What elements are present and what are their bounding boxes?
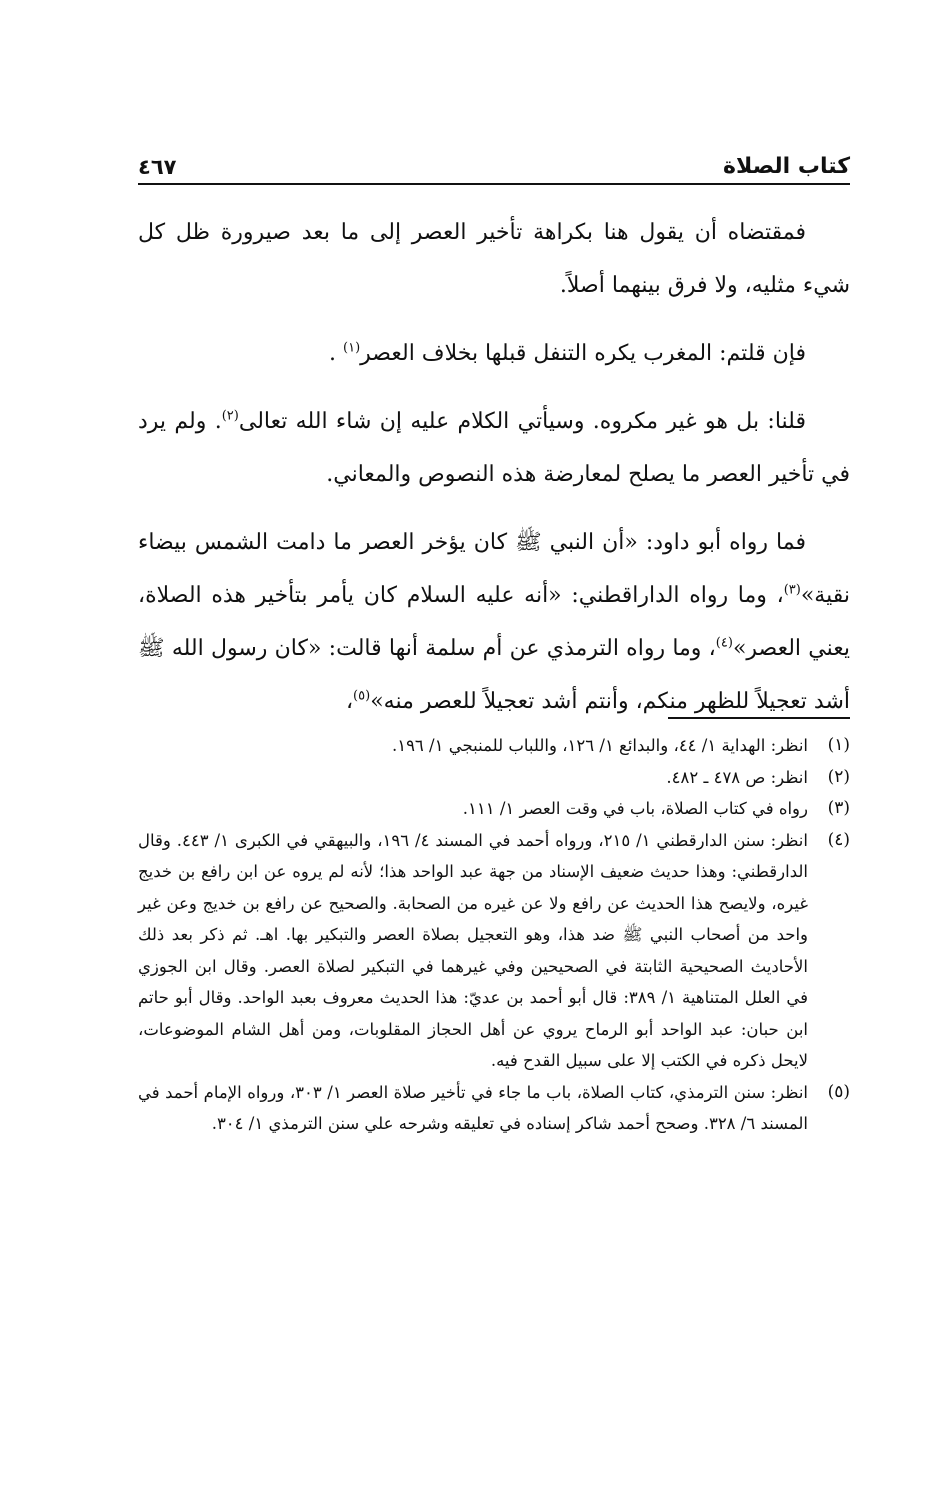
footnote-item	[138, 825, 850, 1077]
footnote-item	[138, 730, 850, 762]
footnote-number: (٥)	[827, 1081, 850, 1102]
paragraph-3: قلنا: بل هو غير مكروه. وسيأتي الكلام عليه إن شاء الله تعالى$^{(٢)}$. ولم يرد في تأخير العصر ما يصلح لمعارضة هذه النصوص والمعاني.	[138, 408, 850, 487]
paragraph-4: فما رواه أبو داود: «أن النبي ﷺ كان يؤخر العصر ما دامت الشمس بيضاء نقية»$^{(٣)}$، وما رواه الداراقطني: «أنه عليه السلام كان يأمر بتأخير هذه الصلاة، يعني العصر»$^{(٤)}$، وما رواه الترمذي عن أم سلمة أنها قالت: «كان رسول الله ﷺ أشد تعجيلاً للظهر منكم، وأنتم أشد تعجيلاً للعصر منه»$^{(٥)}$،	[138, 530, 851, 714]
running-header	[138, 146, 850, 182]
footnote-number: (٤)	[827, 829, 850, 850]
footnotes	[138, 730, 850, 1140]
header-rule	[138, 183, 850, 185]
footnote-ref-2[interactable]: (٢)	[221, 408, 239, 424]
footnote-text: انظر: سنن الترمذي، كتاب الصلاة، باب ما جاء في تأخير صلاة العصر ١/ ٣٠٣، ورواه الإمام أحمد في المسند ٦/ ٣٢٨. وصحح أحمد شاكر إسناده في تعليقه وشرحه علي سنن الترمذي ١/ ٣٠٤.	[138, 1082, 808, 1133]
footnote-number: (٢)	[827, 766, 850, 787]
footnote-text: انظر: ص ٤٧٨ ـ ٤٨٢.	[666, 767, 808, 787]
footnote-number: (١)	[827, 735, 850, 755]
footnote-ref-5[interactable]: (٥)	[353, 688, 371, 704]
footnote-text: رواه في كتاب الصلاة، باب في وقت العصر ١/ ١١١.	[462, 799, 808, 818]
footnote-item	[138, 762, 850, 794]
footnote-item	[138, 1077, 850, 1140]
footnote-ref-3[interactable]: (٣)	[783, 582, 801, 598]
footnote-item	[138, 793, 850, 825]
footnote-ref-4[interactable]: (٤)	[715, 635, 733, 651]
footnote-number: (٣)	[827, 798, 850, 818]
footnote-ref-1[interactable]: (١)	[343, 340, 361, 356]
main-text	[138, 206, 850, 743]
footnote-text: انظر: الهداية ١/ ٤٤، والبدائع ١/ ١٢٦، واللباب للمنبجي ١/ ١٩٦.	[391, 736, 808, 755]
paragraph-1: فمقتضاه أن يقول هنا بكراهة تأخير العصر إلى ما بعد صيرورة ظل كل شيء مثليه، ولا فرق بينهما أصلاً.	[138, 220, 850, 298]
footnote-separator	[668, 717, 850, 719]
paragraph-2: فإن قلتم: المغرب يكره التنفل قبلها بخلاف العصر$^{(١)}$ .	[329, 340, 806, 366]
footnote-text: انظر: سنن الدارقطني ١/ ٢١٥، ورواه أحمد في المسند ٤/ ١٩٦، والبيهقي في الكبرى ١/ ٤٤٣. وقال الدارقطني: وهذا حديث ضعيف الإسناد من جهة عبد الواحد هذا؛ لأنه لم يروه عن ابن رافع بن خديج غيره، ولايصح هذا الحديث عن رافع ولا عن غيره من الصحابة. والصحيح عن رافع بن خديج وعن غير واحد من أصحاب النبي ﷺ ضد هذا، وهو التعجيل بصلاة العصر والتبكير بها. اهـ. ثم ذكر بعد ذلك الأحاديث الصحيحية الثابتة في الصحيحين وفي غيرهما في التبكير لصلاة العصر. وقال ابن الجوزي في العلل المتناهية ١/ ٣٨٩: قال أبو أحمد بن عديّ: هذا الحديث معروف بعبد الواحد. وقال أبو حاتم ابن حبان: عبد الواحد أبو الرماح يروي عن أهل الحجاز المقلوبات، ومن أهل الشام الموضوعات، لايحل ذكره في الكتب إلا على سبيل القدح فيه.	[138, 830, 809, 1070]
book-title: كتاب الصلاة	[723, 154, 850, 179]
page-number: ٤٦٧	[138, 155, 177, 179]
